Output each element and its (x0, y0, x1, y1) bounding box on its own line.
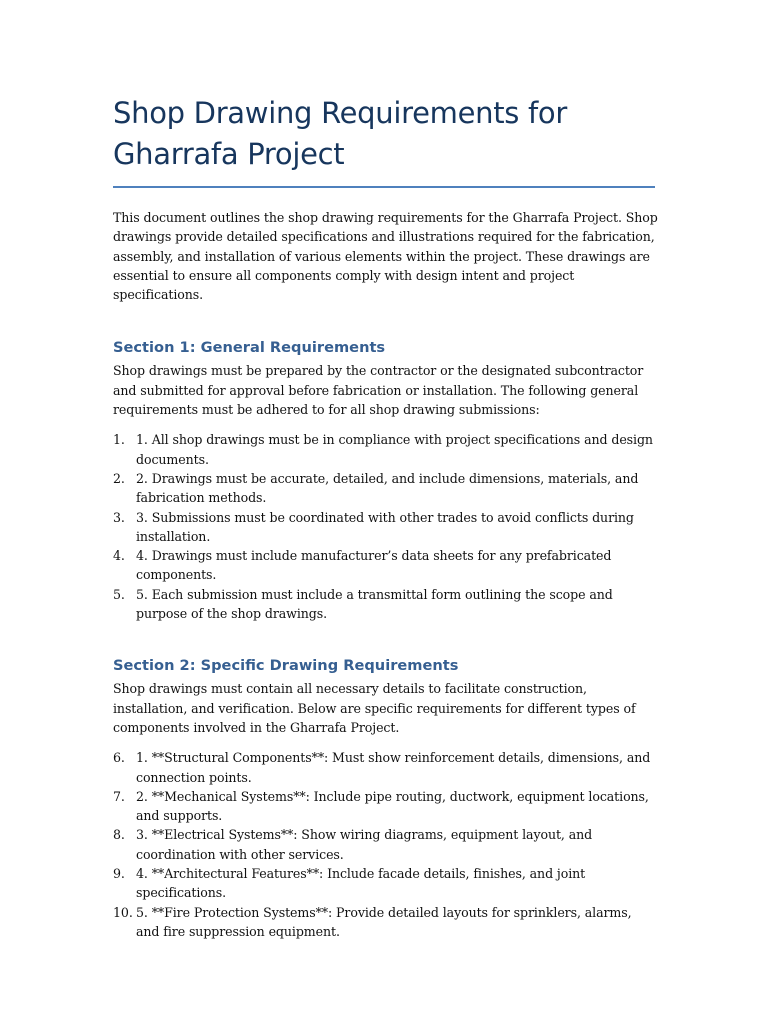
list-item-number: 8. (113, 827, 125, 843)
list-item-text: 3. **Electrical Systems**: Show wiring diagrams, equipment layout, and coordination with other services. (136, 827, 593, 862)
list-item-number: 3. (113, 509, 125, 525)
list-item-number: 2. (113, 470, 125, 486)
list-item-text: 5. **Fire Protection Systems**: Provide detailed layouts for sprinklers, alarms, and fire suppression equipment. (136, 904, 632, 939)
list-item-number: 1. (113, 432, 125, 448)
list-item (113, 825, 658, 864)
list-item-text: 5. Each submission must include a transmittal form outlining the scope and purpose of the shop drawings. (136, 586, 613, 622)
section-2-list (113, 748, 658, 941)
list-item-number: 9. (113, 866, 125, 882)
list-item (113, 585, 658, 624)
list-item-number: 6. (113, 750, 125, 766)
list-item (113, 469, 658, 508)
list-item-number: 5. (113, 586, 125, 602)
list-item-text: 3. Submissions must be coordinated with other trades to avoid conflicts during installation. (136, 509, 634, 544)
section-1-list (113, 430, 658, 623)
list-item-text: 4. **Architectural Features**: Include facade details, finishes, and joint specifications. (136, 866, 586, 901)
list-item-number: 4. (113, 548, 125, 564)
title-divider (113, 186, 655, 188)
list-item (113, 787, 658, 826)
list-item (113, 546, 658, 585)
document-body (113, 93, 658, 941)
list-item-text: 2. Drawings must be accurate, detailed, and include dimensions, materials, and fabrication methods. (136, 470, 639, 506)
section-1-heading: Section 1: General Requirements (113, 339, 386, 357)
list-item (113, 748, 658, 787)
section-1-paragraph: Shop drawings must be prepared by the contractor or the designated subcontractor and submitted for approval before fabrication or installation. The following general requirements must be adhered to for all shop drawing submissions: (113, 363, 644, 418)
list-item-text: 2. **Mechanical Systems**: Include pipe routing, ductwork, equipment locations, and supports. (136, 788, 649, 824)
list-item-number: 7. (113, 788, 125, 804)
document-title: Shop Drawing Requirements for Gharrafa Project (113, 96, 567, 171)
list-item-text: 1. **Structural Components**: Must show reinforcement details, dimensions, and connection points. (136, 750, 651, 785)
list-item-text: 4. Drawings must include manufacturer’s data sheets for any prefabricated components. (136, 548, 612, 583)
list-item (113, 430, 658, 469)
list-item (113, 508, 658, 547)
section-2-paragraph: Shop drawings must contain all necessary details to facilitate construction, installation, and verification. Below are specific requirements for different types of components involved in the Gharrafa Project. (113, 681, 636, 735)
list-item-number: 10. (113, 904, 133, 920)
list-item-text: 1. All shop drawings must be in compliance with project specifications and design documents. (136, 432, 653, 467)
list-item (113, 903, 658, 942)
intro-paragraph: This document outlines the shop drawing requirements for the Gharrafa Project. Shop drawings provide detailed specifications and illustrations required for the fabrication, assembly, and installation of various elements within the project. These drawings are essential to ensure all components comply with design intent and project specifications. (113, 210, 658, 303)
section-2-heading: Section 2: Specific Drawing Requirements (113, 657, 459, 675)
list-item (113, 864, 658, 903)
